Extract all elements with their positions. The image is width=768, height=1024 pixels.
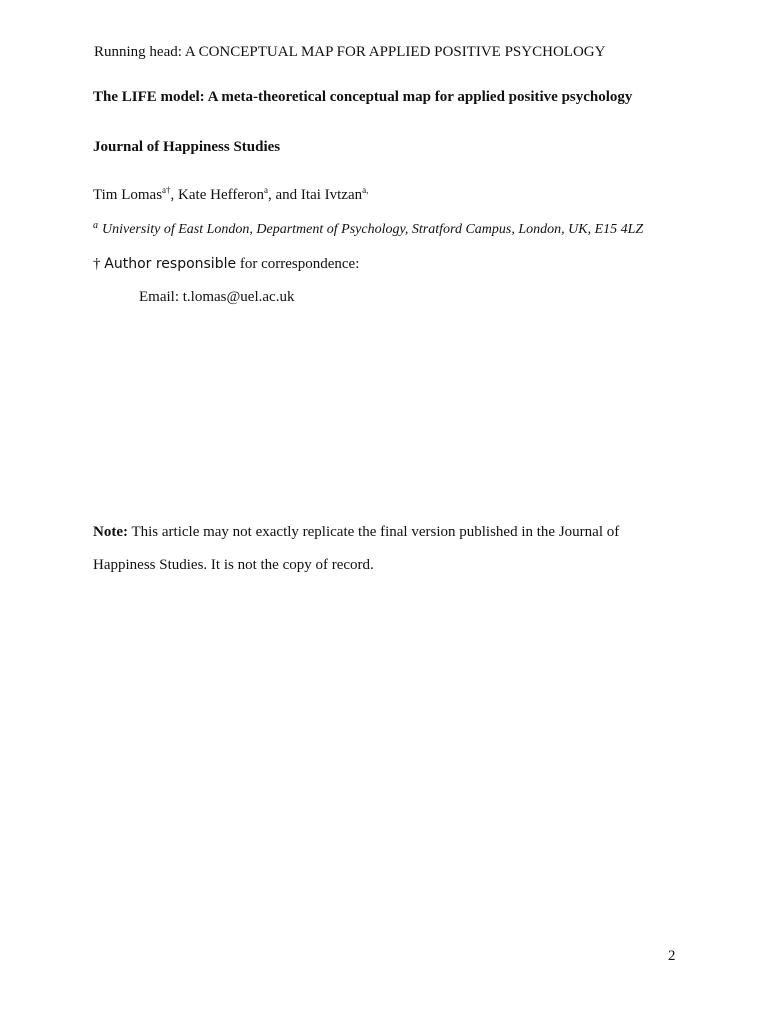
author-mark: a† <box>162 185 171 195</box>
author-separator: , and <box>267 187 301 203</box>
author-separator: , <box>170 187 179 203</box>
note-line-2: Happiness Studies. It is not the copy of record. <box>93 557 374 573</box>
author-mark: a <box>263 185 268 195</box>
note-label: Note: <box>93 524 128 540</box>
email-line: Email: t.lomas@uel.ac.uk <box>139 289 295 305</box>
page-number: 2 <box>668 948 676 964</box>
author-name: Tim Lomas <box>93 187 163 203</box>
affiliation-text: University of East London, Department of Psychology, Stratford Campus, London, UK, E15 4LZ <box>102 222 644 237</box>
affiliation-mark: a <box>93 220 98 231</box>
author-name: Itai Ivtzan <box>300 187 363 203</box>
affiliation <box>93 221 643 237</box>
paper-title: The LIFE model: A meta-theoretical conceptual map for applied positive psychology <box>93 89 633 105</box>
note-line-1 <box>93 525 619 540</box>
author-list <box>93 185 369 203</box>
note-text-1: This article may not exactly replicate the final version published in the Journal of <box>127 524 620 540</box>
correspondence-line <box>93 257 359 272</box>
running-head: Running head: A CONCEPTUAL MAP FOR APPLIED POSITIVE PSYCHOLOGY <box>94 44 606 60</box>
journal-name: Journal of Happiness Studies <box>93 139 281 155</box>
author-name: Kate Hefferon <box>178 187 264 203</box>
dagger-symbol: † <box>93 256 101 272</box>
correspondence-label: Author responsible <box>104 256 237 272</box>
author-mark: a, <box>362 185 369 195</box>
correspondence-text: for correspondence: <box>236 256 360 272</box>
